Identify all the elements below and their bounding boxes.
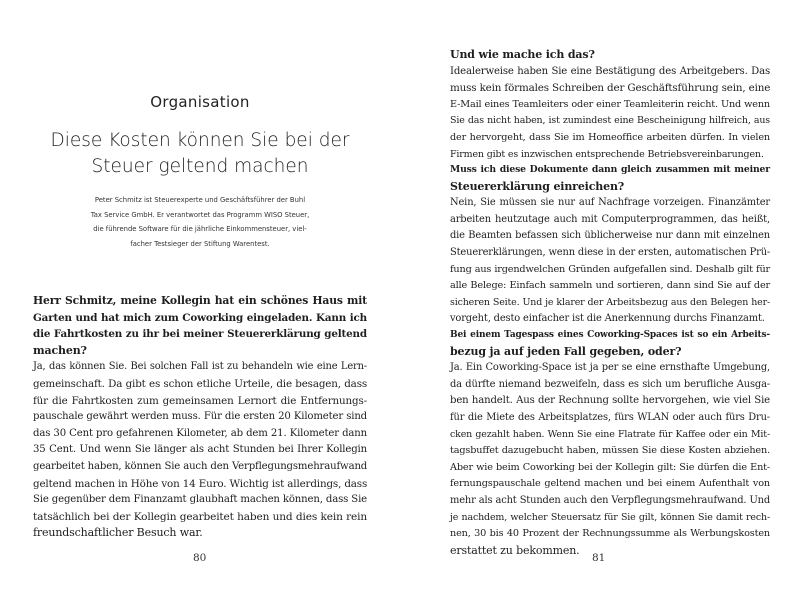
- answer-line: geltend machen in Höhe von 14 Euro. Wichtig ist allerdings, dass: [33, 477, 368, 490]
- article-headline: [30, 128, 370, 180]
- question-line: Steuererklärung einreichen?: [450, 179, 625, 193]
- answer-line: für die Miete des Arbeitsplatzes, fürs WLAN oder auch fürs Dru-: [450, 411, 770, 423]
- answer-line: der hervorgeht, dass Sie im Homeoffice arbeiten dürfen. In vielen: [450, 131, 770, 143]
- answer-line: gemeinschaft. Da gibt es schon etliche Urteile, die besagen, dass: [33, 377, 367, 390]
- question-line: Herr Schmitz, meine Kollegin hat ein schönes Haus mit: [33, 294, 367, 307]
- headline-line: Steuer geltend machen: [91, 156, 309, 177]
- answer-line: die Beamten befassen sich üblicherweise nur dann mit einzelnen: [450, 230, 770, 242]
- bio-line: die führende Software für die jährliche Einkommensteuer, viel-: [93, 225, 307, 233]
- answer-line: Nein, Sie müssen sie nur auf Nachfrage vorzeigen. Finanzämter: [450, 197, 770, 209]
- answer-line: das 30 Cent pro gefahrenen Kilometer, ab dem 21. Kilometer dann: [33, 427, 367, 439]
- answer-line: ben handelt. Aus der Rechnung sollte hervorgehen, wie viel Sie: [450, 395, 770, 407]
- qa-block-dokumente: [450, 162, 770, 328]
- answer-line: da dürfte niemand bezweifeln, dass es sich um berufliche Ausga-: [450, 378, 770, 390]
- answer-line: Steuererklärungen, wenn diese in der ersten, automatischen Prü-: [450, 246, 771, 258]
- answer-line: arbeiten heutzutage auch mit Computerprogrammen, das heißt,: [450, 213, 770, 225]
- answer-line: Idealerweise haben Sie eine Bestätigung des Arbeitgebers. Das: [450, 65, 770, 77]
- headline-line: Diese Kosten können Sie bei der: [50, 130, 350, 151]
- answer-line: nen, 30 bis 40 Prozent der Rechnungssumme als Werbungskosten: [450, 528, 770, 540]
- answer-line: gearbeitet haben, können Sie auch den Verpflegungsmehraufwand: [33, 460, 368, 472]
- answer-line: cken gezahlt haben. Wenn Sie eine Flatrate für Kaffee oder ein Mit-: [450, 428, 770, 440]
- question-line: machen?: [33, 343, 87, 357]
- bio-line: Peter Schmitz ist Steuerexperte und Geschäftsführer der Buhl: [94, 196, 306, 204]
- answer-line: tagsbuffet dazugebucht haben, müssen Sie diese Kosten abziehen.: [450, 445, 770, 457]
- answer-line: freundschaftlicher Besuch war.: [33, 526, 203, 540]
- answer-line: fung aus irgendwelchen Gründen aufgefallen sind. Deshalb gilt für: [450, 263, 770, 275]
- question-line: die Fahrtkosten zu ihr bei meiner Steuererklärung geltend: [33, 328, 367, 341]
- question-line: Muss ich diese Dokumente dann gleich zusammen mit meiner: [450, 164, 770, 175]
- answer-line: tatsächlich bei der Kollegin gearbeitet haben und dies kein rein: [33, 510, 367, 523]
- answer-line: vorgeht, desto einfacher ist die Anerkennung durchs Finanzamt.: [450, 313, 765, 325]
- answer-line: mehr als acht Stunden auch den Verpflegungsmehraufwand. Und: [450, 494, 770, 506]
- answer-line: muss kein förmales Schreiben der Geschäftsführung sein, eine: [450, 82, 771, 95]
- answer-line: Ja. Ein Coworking-Space ist ja per se eine ernsthafte Umgebung,: [450, 362, 770, 374]
- answer-line: erstattet zu bekommen.: [450, 543, 580, 557]
- answer-line: E-Mail eines Teamleiters oder einer Teamleiterin reicht. Und wenn: [450, 98, 770, 110]
- question-line: bezug ja auf jeden Fall gegeben, oder?: [450, 344, 682, 358]
- author-bio: [0, 193, 400, 251]
- answer-line: alle Belege: Einfach sammeln und sortieren, dann sind Sie auf der: [450, 280, 770, 292]
- section-label: Organisation: [150, 93, 250, 111]
- page-number: 80: [193, 552, 207, 564]
- answer-line: Aber wie beim Coworking bei der Kollegin gilt: Sie dürfen die Ent-: [450, 461, 770, 473]
- answer-line: Firmen gibt es inzwischen entsprechende Betriebsvereinbarungen.: [450, 148, 764, 160]
- answer-line: pauschale gewährt werden muss. Für die ersten 20 Kilometer sind: [33, 411, 367, 423]
- qa-block-coworking-space: [450, 327, 770, 559]
- answer-line: je nachdem, welcher Steuersatz für Sie gilt, können Sie damit rech-: [450, 511, 770, 523]
- question-line: Und wie mache ich das?: [450, 48, 595, 61]
- qa-block-nachweis: [450, 47, 770, 163]
- bio-line: Tax Service GmbH. Er verantwortet das Programm WISO Steuer,: [90, 210, 310, 219]
- question-line: Garten und hat mich zum Coworking eingeladen. Kann ich: [33, 311, 367, 324]
- qa-block-fahrtkosten: [33, 293, 367, 542]
- bio-line: facher Testsieger der Stiftung Warentest.: [130, 239, 270, 248]
- answer-line: 35 Cent. Und wenn Sie länger als acht Stunden bei Ihrer Kollegin: [33, 444, 367, 456]
- answer-line: für die Fahrtkosten zum gemeinsamen Lernort die Entfernungs-: [33, 394, 367, 407]
- answer-line: Ja, das können Sie. Bei solchen Fall ist zu behandeln wie eine Lern-: [33, 361, 367, 373]
- answer-line: fernungspauschale geltend machen und bei einem Aufenthalt von: [450, 478, 770, 490]
- question-line: Bei einem Tagespass eines Coworking-Spaces ist so ein Arbeits-: [450, 330, 770, 340]
- page-number: 81: [592, 552, 606, 564]
- answer-line: Sie gegenüber dem Finanzamt glaubhaft machen können, dass Sie: [33, 494, 367, 506]
- answer-line: sicheren Seite. Und je klarer der Arbeitsbezug aus den Belegen her-: [450, 296, 770, 308]
- answer-line: Sie das nicht haben, ist zumindest eine Bescheinigung hilfreich, aus: [450, 115, 770, 127]
